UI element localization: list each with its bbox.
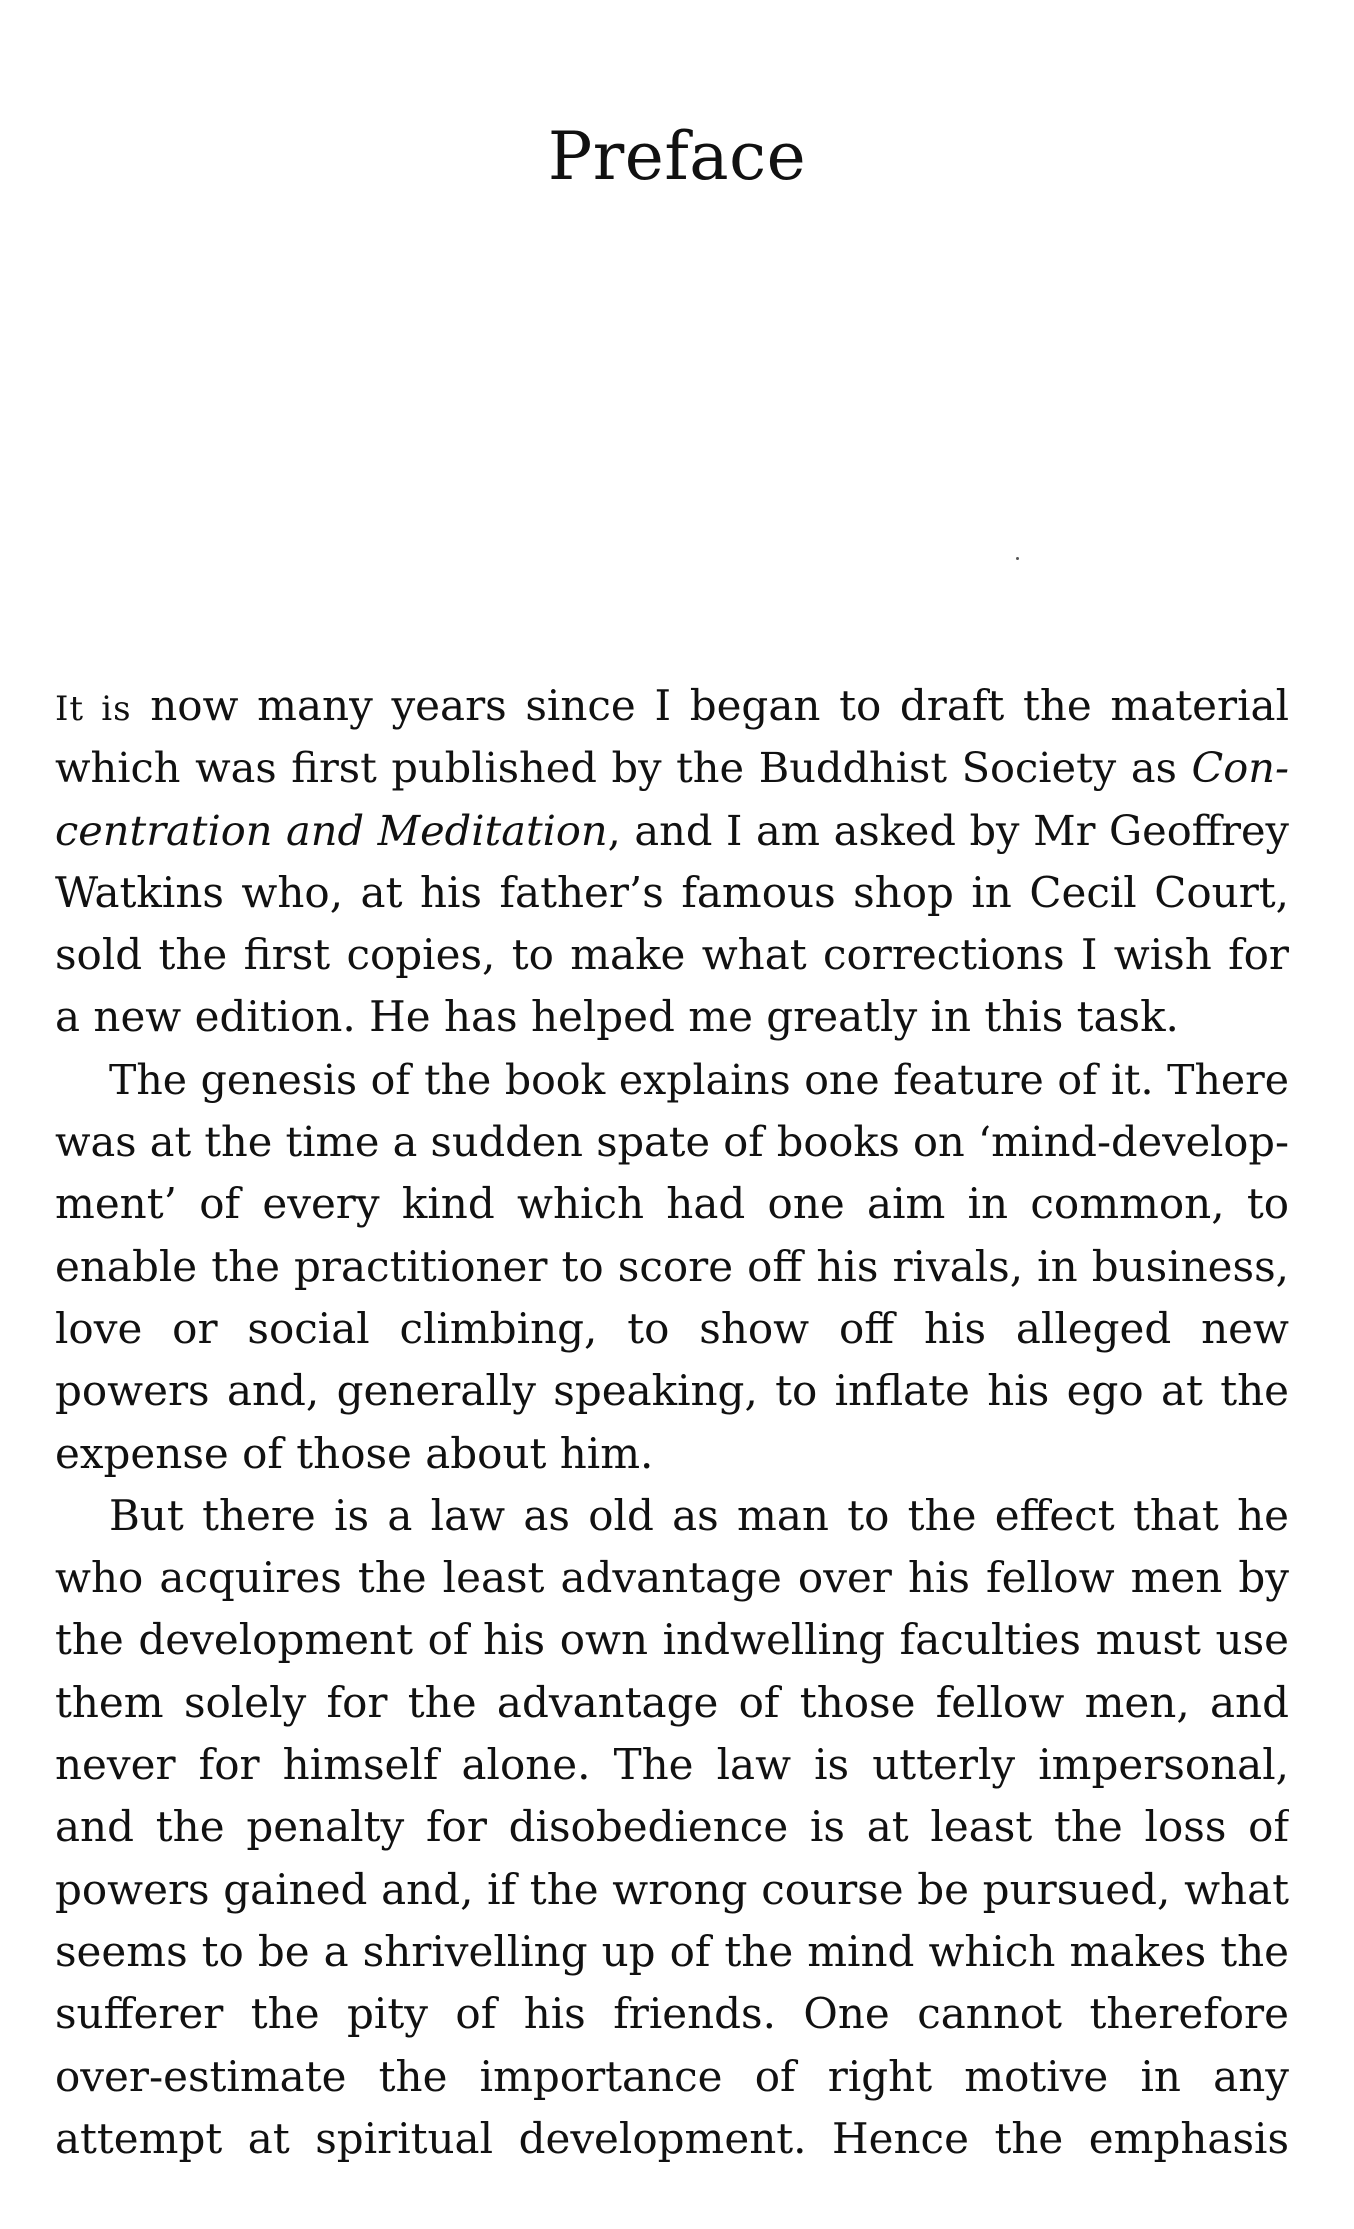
smallcaps-opening: It is <box>55 689 132 729</box>
text-line: sufferer the pity of his friends. One cannot therefore <box>55 1989 1289 2039</box>
italic-title: Con- <box>1191 743 1289 793</box>
body-text <box>55 675 1289 2170</box>
text-line <box>55 675 1289 737</box>
text-line: who acquires the least advantage over his fellow men by <box>55 1553 1289 1603</box>
text-line: The genesis of the book explains one feature of it. There <box>109 1055 1289 1104</box>
text-line: enable the practitioner to score off his rivals, in business, <box>55 1241 1289 1291</box>
line-text: , and I am asked by Mr Geoffrey <box>607 805 1289 855</box>
paragraph-1 <box>55 675 1289 1049</box>
text-line: the development of his own indwelling faculties must use <box>55 1615 1289 1665</box>
text-line: over-estimate the importance of right motive in any <box>55 2051 1289 2101</box>
paragraph-3 <box>55 1485 1289 2170</box>
text-line: was at the time a sudden spate of books on ‘mind-develop- <box>55 1117 1289 1167</box>
text-line: Watkins who, at his father’s famous shop in Cecil Court, <box>55 867 1289 917</box>
text-line: But there is a law as old as man to the effect that he <box>109 1490 1289 1540</box>
text-line: ment’ of every kind which had one aim in common, to <box>55 1179 1289 1229</box>
text-line: powers gained and, if the wrong course be pursued, what <box>55 1864 1289 1914</box>
text-line: never for himself alone. The law is utterly impersonal, <box>55 1740 1289 1790</box>
line-text: now many years since I began to draft the material <box>131 681 1289 730</box>
text-line: attempt at spiritual development. Hence the emphasis <box>55 2113 1289 2163</box>
text-line: expense of those about him. <box>55 1428 654 1478</box>
text-line <box>55 800 1289 862</box>
text-line: powers and, generally speaking, to inflate his ego at the <box>55 1366 1289 1416</box>
scan-speck <box>1016 557 1019 560</box>
text-line: sold the first copies, to make what corrections I wish for <box>55 930 1289 980</box>
text-line: them solely for the advantage of those fellow men, and <box>55 1677 1289 1727</box>
line-text: which was first published by the Buddhist Society as <box>55 743 1192 793</box>
page-title: Preface <box>547 118 807 195</box>
text-line: a new edition. He has helped me greatly in this task. <box>55 992 1179 1042</box>
text-line <box>55 737 1289 799</box>
text-line: and the penalty for disobedience is at least the loss of <box>55 1802 1289 1852</box>
text-line: love or social climbing, to show off his alleged new <box>55 1303 1289 1353</box>
text-line: seems to be a shrivelling up of the mind which makes the <box>55 1926 1289 1976</box>
italic-title: centration and Meditation <box>55 805 608 855</box>
paragraph-2 <box>55 1049 1289 1485</box>
